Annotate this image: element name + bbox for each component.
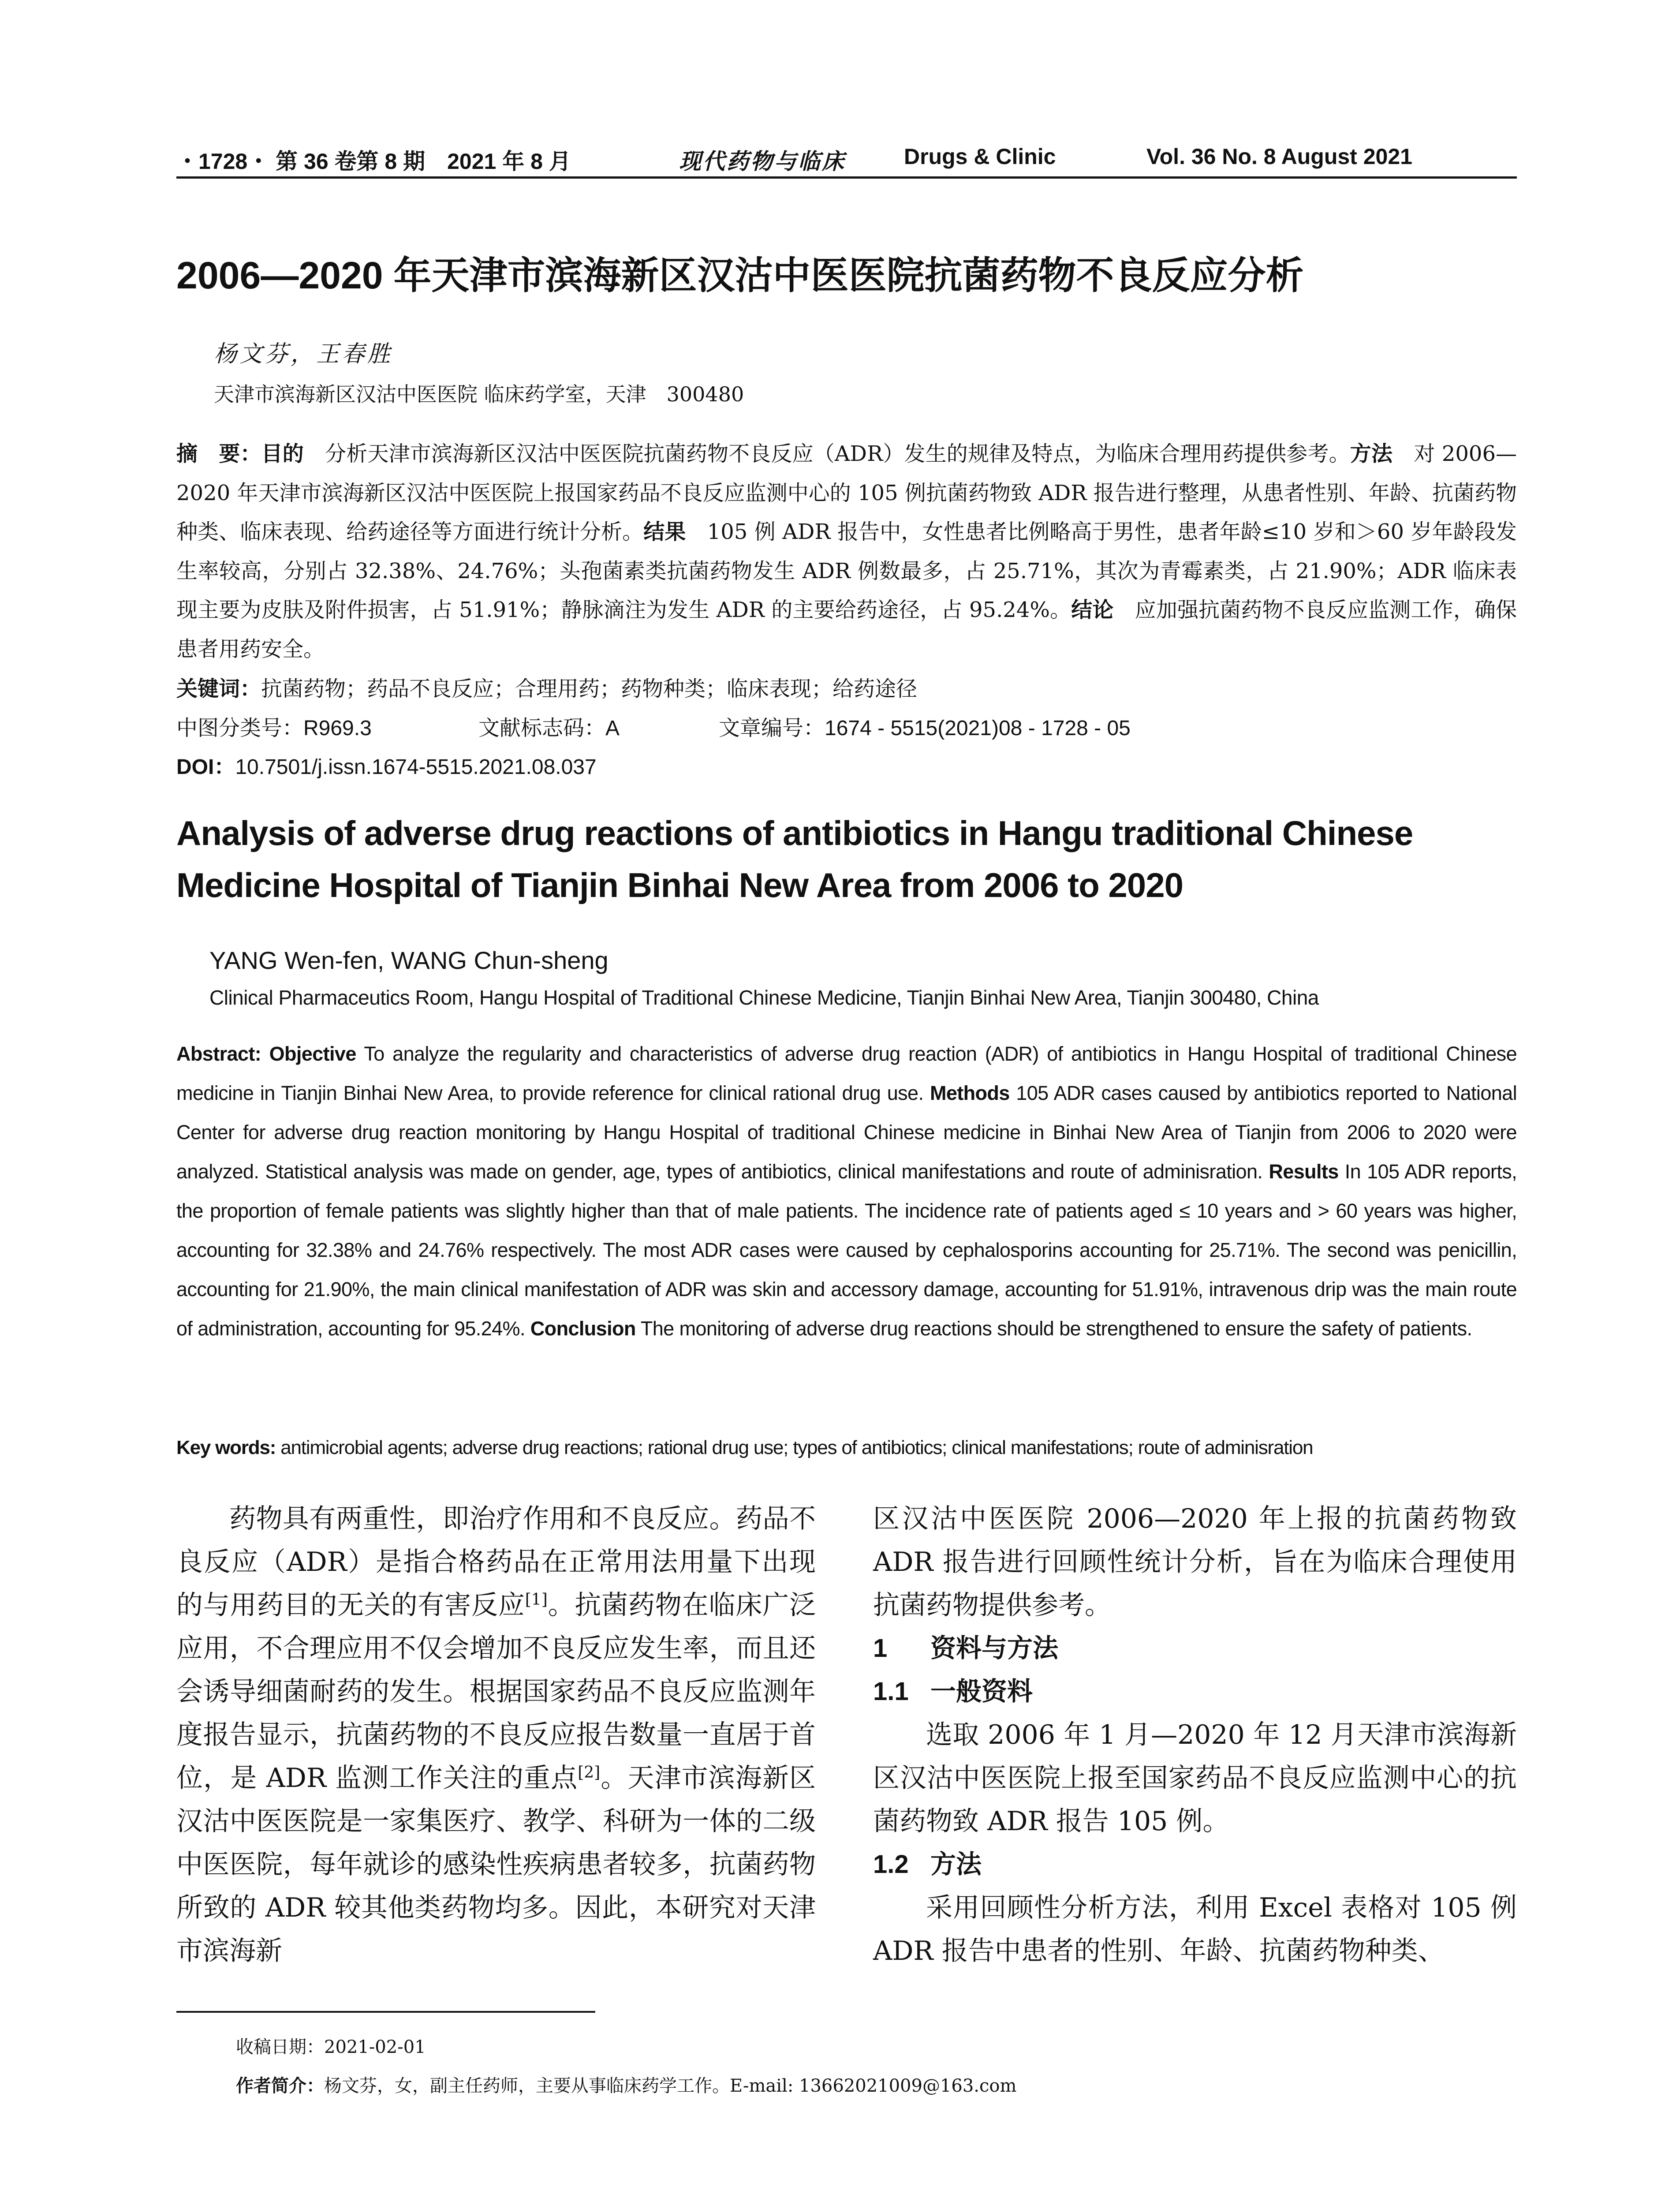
en-abstract bbox=[176, 1034, 1517, 1348]
citation-1[interactable]: [1] bbox=[525, 1591, 548, 1609]
header-journal-cn: 现代药物与临床 bbox=[679, 148, 846, 174]
en-objective-label: Objective bbox=[269, 1043, 356, 1065]
en-objective: To analyze the regularity and characteristics of adverse drug reaction (ADR) of antibiotics in Hangu Hospital of traditional Chinese medicine in Tianjin Binhai New Area, to provide reference for clinical rational drug use. bbox=[176, 1043, 1517, 1104]
doi-label: DOI： bbox=[176, 755, 235, 779]
cn-results-label: 结果 bbox=[643, 520, 686, 544]
en-affiliation: Clinical Pharmaceutics Room, Hangu Hospital of Traditional Chinese Medicine, Tianjin Binhai New Area, Tianjin 300480, China bbox=[209, 986, 1319, 1009]
cn-objective-label: 目的 bbox=[261, 442, 304, 466]
cn-article-number: 文章编号：1674 - 5515(2021)08 - 1728 - 05 bbox=[719, 717, 1131, 740]
intro-text-2: 。抗菌药物在临床广泛应用，不合理应用不仅会增加不良反应发生率，而且还会诱导细菌耐药的发生。根据国家药品不良反应监测年度报告显示，抗菌药物的不良反应报告数量一直居于首位，是 ADR 监测工作关注的重点 bbox=[176, 1590, 816, 1794]
cn-doc-code: 文献标志码：A bbox=[478, 717, 620, 740]
intro-text-3: 。天津市滨海新区汉沽中医医院是一家集医疗、教学、科研为一体的二级中医医院，每年就诊的感染性疾病患者较多，抗菌药物所致的 ADR 较其他类药物均多。因此，本研究对天津市滨海新 bbox=[176, 1763, 816, 1966]
footnote-author bbox=[236, 2072, 1016, 2097]
cn-classification-line bbox=[176, 711, 1517, 742]
intro-text-1: 药物具有两重性，即治疗作用和不良反应。药品不良反应（ADR）是指合格药品在正常用法用量下出现的与用药目的无关的有害反应 bbox=[176, 1503, 816, 1621]
cn-conclusion-label: 结论 bbox=[1071, 598, 1114, 622]
section-1-2-paragraph: 采用回顾性分析方法，利用 Excel 表格对 105 例 ADR 报告中患者的性别、年龄、抗菌药物种类、 bbox=[873, 1892, 1517, 1966]
cn-results: 105 例 ADR 报告中，女性患者比例略高于男性，患者年龄≤10 岁和＞60 岁年龄段发生率较高，分别占 32.38%、24.76%；头孢菌素类抗菌药物发生 ADR 例数最多，占 25.71%，其次为青霉素类，占 21.90%；ADR 临床表现主要为皮肤及附件损害，占 51.91%；静脉滴注为发生 ADR 的主要给药途径，占 95.24%。 bbox=[176, 519, 1517, 622]
intro-continuation: 区汉沽中医医院 2006—2020 年上报的抗菌药物致 ADR 报告进行回顾性统计分析，旨在为临床合理使用抗菌药物提供参考。 bbox=[873, 1503, 1517, 1621]
cn-conclusion: 应加强抗菌药物不良反应监测工作，确保患者用药安全。 bbox=[176, 598, 1517, 662]
cn-keywords-line bbox=[176, 672, 917, 702]
cn-keywords-label: 关键词： bbox=[176, 677, 261, 701]
en-title: Analysis of adverse drug reactions of antibiotics in Hangu traditional Chinese Medicine Hospital of Tianjin Binhai New Area from 2006 to 2020 bbox=[176, 814, 1413, 904]
en-results: In 105 ADR reports, the proportion of female patients was slightly higher than that of male patients. The incidence rate of patients aged ≤ 10 years and > 60 years was higher, accounting for 32.38% and 24.76% respectively. The most ADR cases were caused by cephalosporins accounting for 25.71%. The second was penicillin, accounting for 21.90%, the main clinical manifestation of ADR was skin and accessory damage, accounting for 51.91%, intravenous drip was the main route of administration, accounting for 95.24%. bbox=[176, 1160, 1517, 1340]
section-1-2-heading bbox=[873, 1843, 1517, 1886]
cn-title: 2006—2020 年天津市滨海新区汉沽中医医院抗菌药物不良反应分析 bbox=[176, 254, 1304, 297]
en-conclusion-label: Conclusion bbox=[530, 1317, 636, 1340]
section-1-1-title: 一般资料 bbox=[930, 1677, 1033, 1706]
header-rule bbox=[176, 176, 1517, 179]
footnote-author-label: 作者简介： bbox=[236, 2076, 324, 2096]
section-1-2-number: 1.2 bbox=[873, 1850, 909, 1879]
body-left-column bbox=[176, 1497, 816, 1973]
cn-authors: 杨文芬，王春胜 bbox=[214, 341, 393, 367]
cn-objective: 分析天津市滨海新区汉沽中医医院抗菌药物不良反应（ADR）发生的规律及特点，为临床合理用药提供参考。 bbox=[303, 441, 1350, 466]
en-methods-label: Methods bbox=[930, 1082, 1010, 1104]
doi-line bbox=[176, 750, 597, 780]
en-abstract-label: Abstract: bbox=[176, 1043, 261, 1065]
en-methods: 105 ADR cases caused by antibiotics reported to National Center for adverse drug reaction monitoring by Hangu Hospital of traditional Chinese medicine in Binhai New Area of Tianjin from 2006 to 2020 were analyzed. Statistical analysis was made on gender, age, types of antibiotics, clinical manifestations and route of adminisration. bbox=[176, 1082, 1517, 1183]
header-journal-en: Drugs & Clinic bbox=[904, 144, 1056, 169]
cn-methods-label: 方法 bbox=[1350, 442, 1393, 466]
footnote-received: 收稿日期：2021-02-01 bbox=[236, 2037, 426, 2057]
cn-abstract-label: 摘 要： bbox=[176, 442, 261, 466]
en-results-label: Results bbox=[1269, 1160, 1339, 1183]
cn-abstract bbox=[176, 434, 1517, 669]
section-1-1-heading bbox=[873, 1670, 1517, 1713]
section-1-title: 资料与方法 bbox=[930, 1634, 1059, 1663]
en-keywords-line bbox=[176, 1437, 1313, 1459]
section-1-1-number: 1.1 bbox=[873, 1677, 909, 1706]
footnote-author-text: 杨文芬，女，副主任药师，主要从事临床药学工作。E-mail: 13662021009@163.com bbox=[324, 2076, 1017, 2096]
footnote-rule bbox=[176, 2011, 595, 2013]
cn-class-number: 中图分类号：R969.3 bbox=[176, 717, 372, 740]
section-1-number: 1 bbox=[873, 1634, 888, 1663]
cn-keywords: 抗菌药物；药品不良反应；合理用药；药物种类；临床表现；给药途径 bbox=[261, 676, 918, 701]
citation-2[interactable]: [2] bbox=[578, 1764, 601, 1782]
cn-methods: 对 2006—2020 年天津市滨海新区汉沽中医医院上报国家药品不良反应监测中心的 105 例抗菌药物致 ADR 报告进行整理，从患者性别、年龄、抗菌药物种类、临床表现、给药途径等方面进行统计分析。 bbox=[176, 441, 1517, 544]
running-header bbox=[176, 140, 1517, 180]
section-1-2-title: 方法 bbox=[930, 1850, 982, 1879]
doi-link[interactable]: 10.7501/j.issn.1674-5515.2021.08.037 bbox=[235, 755, 597, 779]
en-keywords: antimicrobial agents; adverse drug reactions; rational drug use; types of antibiotics; clinical manifestations; route of adminisration bbox=[276, 1437, 1313, 1458]
en-conclusion: The monitoring of adverse drug reactions should be strengthened to ensure the safety of patients. bbox=[635, 1317, 1472, 1340]
en-authors: YANG Wen-fen, WANG Chun-sheng bbox=[209, 946, 609, 974]
section-1-heading bbox=[873, 1627, 1517, 1670]
body-right-column bbox=[873, 1497, 1517, 1973]
en-keywords-label: Key words: bbox=[176, 1437, 276, 1458]
intro-paragraph bbox=[176, 1497, 816, 1973]
cn-affiliation: 天津市滨海新区汉沽中医医院 临床药学室，天津 300480 bbox=[214, 382, 744, 406]
section-1-1-paragraph: 选取 2006 年 1 月—2020 年 12 月天津市滨海新区汉沽中医医院上报至国家药品不良反应监测中心的抗菌药物致 ADR 报告 105 例。 bbox=[873, 1719, 1517, 1837]
header-page-issue: ・1728・ 第 36 卷第 8 期 2021 年 8 月 bbox=[176, 149, 571, 174]
header-volume: Vol. 36 No. 8 August 2021 bbox=[1146, 144, 1412, 169]
